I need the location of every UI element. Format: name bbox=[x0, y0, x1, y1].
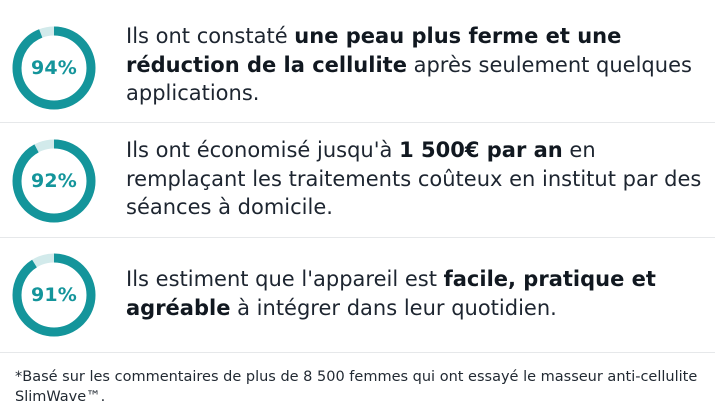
footnote: *Basé sur les commentaires de plus de 8 500 femmes qui ont essayé le masseur anti-cellulite SlimWave™. bbox=[15, 369, 698, 405]
stat-row bbox=[0, 123, 715, 238]
percent-ring bbox=[11, 138, 97, 224]
percent-label: 94% bbox=[30, 57, 78, 79]
stat-text-before: Ils ont constaté bbox=[126, 24, 295, 48]
stat-text-bold: une peau plus ferme et une réduction de la cellulite bbox=[126, 24, 622, 77]
percent-ring bbox=[11, 252, 97, 338]
stat-text-after: à intégrer dans leur quotidien. bbox=[230, 295, 557, 320]
stat-text bbox=[126, 136, 706, 222]
stat-row bbox=[0, 8, 715, 123]
stat-text bbox=[126, 22, 706, 108]
percent-label: 92% bbox=[30, 170, 78, 192]
stat-text-bold: 1 500€ par an bbox=[399, 138, 563, 162]
stat-text-bold: facile, pratique et agréable bbox=[126, 267, 656, 320]
stat-row bbox=[0, 238, 715, 353]
stat-text-before: Ils estiment que l'appareil est bbox=[126, 267, 444, 291]
stat-text-after: après seulement quelques applications. bbox=[126, 52, 692, 105]
percent-label: 91% bbox=[30, 284, 78, 306]
stat-text bbox=[126, 265, 706, 322]
percent-ring bbox=[11, 25, 97, 111]
stat-text-before: Ils ont économisé jusqu'à bbox=[126, 138, 400, 162]
stat-text-after: en remplaçant les traitements coûteux en institut par des séances à domicile. bbox=[126, 138, 702, 219]
